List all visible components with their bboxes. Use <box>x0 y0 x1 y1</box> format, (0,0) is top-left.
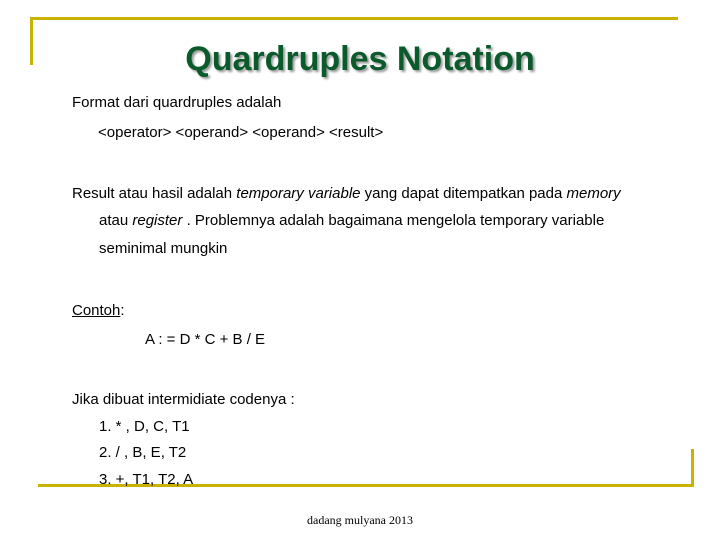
term-memory: memory <box>566 185 621 202</box>
frame-top-line <box>30 17 678 20</box>
format-intro-text: Format dari quardruples adalah <box>72 94 282 111</box>
format-syntax-text: <operator> <operand> <operand> <result> <box>98 124 384 141</box>
slide-title: Quardruples Notation <box>185 40 535 78</box>
result-line-1 <box>72 185 621 202</box>
quadruple-step-2: 2. / , B, E, T2 <box>99 444 187 461</box>
result-line-1-part-c: yang dapat ditempatkan pada <box>360 185 567 202</box>
result-line-3: seminimal mungkin <box>99 240 228 257</box>
contoh-colon: : <box>120 302 125 319</box>
term-temporary-variable: temporary variable <box>236 185 361 202</box>
frame-right-line <box>691 449 694 487</box>
term-register: register <box>132 212 183 229</box>
quadruple-step-3: 3. +, T1, T2, A <box>99 471 194 488</box>
contoh-label: Contoh <box>72 302 121 319</box>
example-expression: A : = D * C + B / E <box>145 331 266 348</box>
result-line-1-part-a: Result atau hasil adalah <box>72 185 237 202</box>
footer-author: dadang mulyana 2013 <box>307 513 413 527</box>
result-line-2-part-a: atau <box>99 212 133 229</box>
contoh-heading <box>72 302 125 319</box>
result-line-2-part-c: . Problemnya adalah bagaimana mengelola temporary variable <box>182 212 605 229</box>
quadruple-step-1: 1. * , D, C, T1 <box>99 418 190 435</box>
result-line-2 <box>99 212 604 229</box>
intermediate-intro-text: Jika dibuat intermidiate codenya : <box>72 391 295 408</box>
